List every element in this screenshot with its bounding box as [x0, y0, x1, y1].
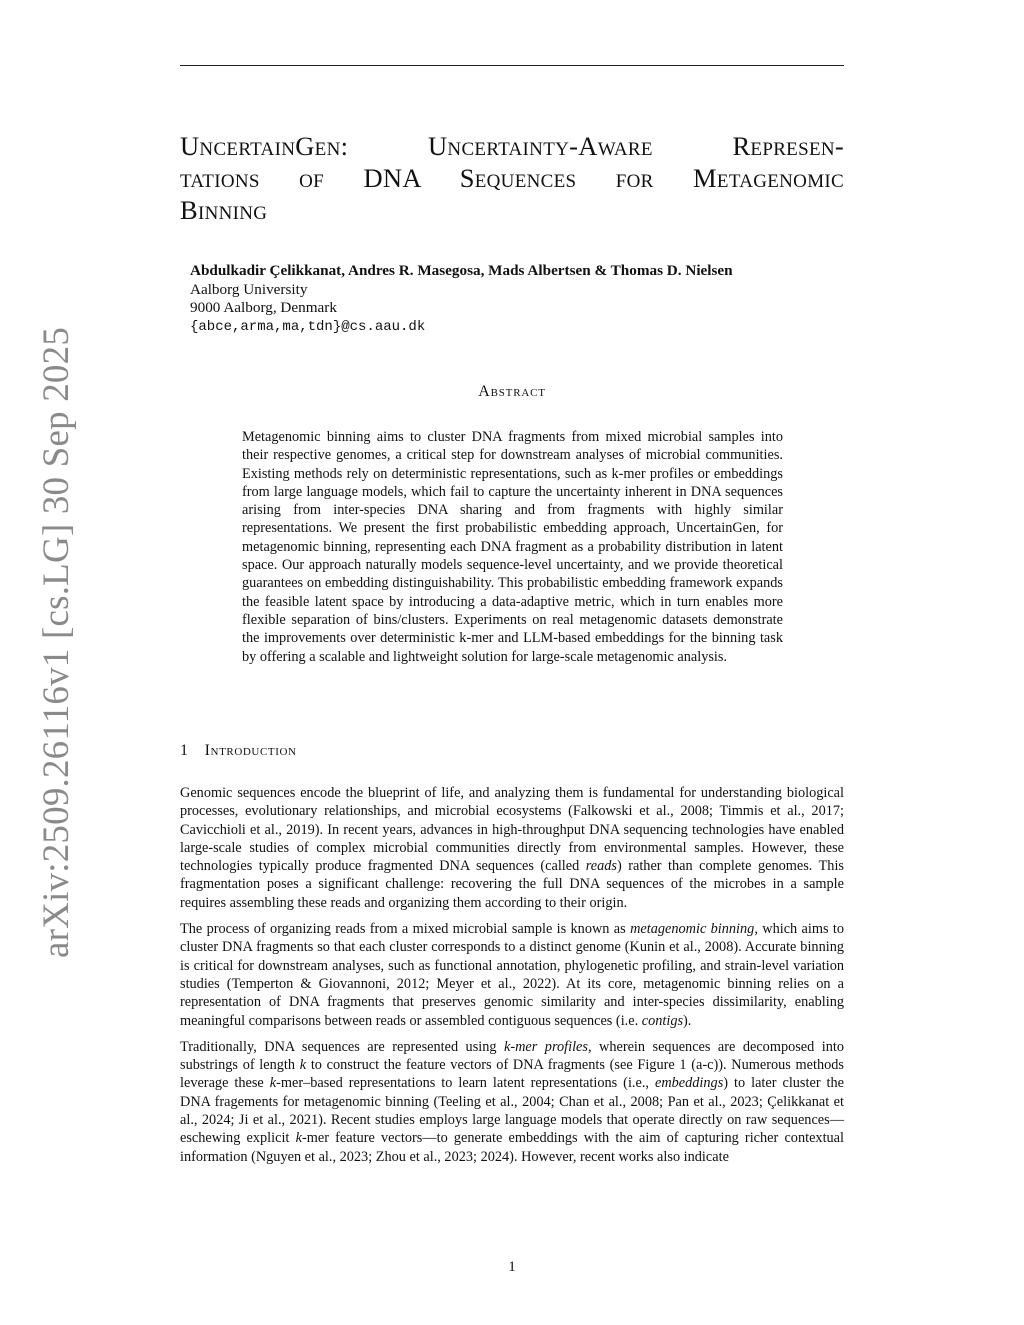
section-title: Introduction	[204, 742, 297, 759]
title-line-3: Binning	[180, 195, 268, 225]
author-block	[190, 262, 733, 336]
paragraph-2	[180, 920, 844, 1030]
arxiv-stamp[interactable]: arXiv:2509.26116v1 [cs.LG] 30 Sep 2025	[36, 326, 77, 958]
text-run: -mer–based representations to learn latent representations (i.e.,	[276, 1075, 655, 1092]
section-heading-introduction	[180, 742, 297, 760]
author-names: Abdulkadir Çelikkanat, Andres R. Masegosa, Mads Albertsen & Thomas D. Nielsen	[190, 262, 733, 279]
text-run: , wherein sequences are decomposed into substrings of length	[180, 1038, 844, 1074]
header-rule	[180, 65, 844, 66]
page-number: 1	[508, 1259, 516, 1275]
paragraph-1	[180, 784, 844, 912]
text-run: to construct the feature vectors of DNA fragments (see Figure 1 (a-c)). Numerous methods leverage these	[180, 1057, 844, 1092]
emphasis: k	[299, 1057, 307, 1074]
paper-title	[180, 130, 844, 226]
text-run: Traditionally, DNA sequences are represented using	[180, 1038, 504, 1055]
text-run: The process of organizing reads from a mixed microbial sample is known as	[180, 921, 631, 938]
text-run: ) to later cluster the DNA fragements for metagenomic binning (Teeling et al., 2004; Chan et al., 2008; Pan et al., 2023; Çelikkanat et al., 2024; Ji et al., 2021). Recent studies employs large language models that operate directly on raw sequences—eschewing explicit	[180, 1075, 845, 1147]
section-number: 1	[180, 742, 189, 759]
address: 9000 Aalborg, Denmark	[190, 299, 337, 316]
text-run: , which aims to cluster DNA fragments so that each cluster corresponds to a distinct genome (Kunin et al., 2008). Accurate binning is critical for downstream analyses, such as functional annotation, phylogenetic profiling, and strain-level variation studies (Temperton & Giovannoni, 2012; Meyer et al., 2022). At its core, metagenomic binning relies on a representation of DNA fragments that preserves genomic similarity and inter-species dissimilarity, enabling meaningful comparisons between reads or assembled contiguous sequences (i.e.	[180, 921, 844, 1029]
title-line-2: tations of DNA Sequences for Metagenomic	[180, 163, 844, 193]
emphasis: k	[269, 1075, 277, 1092]
emphasis: metagenomic binning	[630, 921, 755, 938]
text-run: Genomic sequences encode the blueprint of life, and analyzing them is fundamental for understanding biological processes, evolutionary relationships, and microbial ecosystems (Falkowski et al., 2008; Timmis et al., 2017; Cavicchioli et al., 2019). In recent years, advances in high-throughput DNA sequencing technologies have enabled large-scale studies of complex microbial communities directly from environmental samples. However, these technologies typically produce fragmented DNA sequences (called	[180, 785, 844, 875]
abstract-heading: Abstract	[478, 383, 546, 400]
emphasis: contigs	[641, 1012, 684, 1029]
emphasis: embeddings	[654, 1075, 724, 1092]
text-run: ) rather than complete genomes. This fragmentation poses a significant challenge: recovering the full DNA sequences of the microbes in a sample requires assembling these reads and organizing them according to their origin.	[180, 858, 844, 911]
text-run: ).	[683, 1012, 692, 1029]
emphasis: reads	[585, 858, 617, 875]
email[interactable]: {abce,arma,ma,tdn}@cs.aau.dk	[190, 318, 426, 335]
abstract-text: Metagenomic binning aims to cluster DNA fragments from mixed microbial samples into their respective genomes, a critical step for downstream analyses of microbial communities. Existing methods rely on deterministic representations, such as k-mer profiles or embeddings from large language models, which fail to capture the uncertainty inherent in DNA sequences arising from inter-species DNA sharing and from fragments with highly similar representations. We present the first probabilistic embedding approach, UncertainGen, for metagenomic binning, representing each DNA fragment as a probability distribution in latent space. Our approach naturally models sequence-level uncertainty, and we provide theoretical guarantees on embedding distinguishability. This probabilistic embedding framework expands the feasible latent space by introducing a data-adaptive metric, which in turn enables more flexible separation of bins/clusters. Experiments on real metagenomic datasets demonstrate the improvements over deterministic k-mer and LLM-based embeddings for the binning task by offering a scalable and lightweight solution for large-scale metagenomic analysis.	[242, 429, 783, 665]
paragraph-3	[180, 1038, 844, 1166]
affiliation: Aalborg University	[190, 280, 308, 298]
emphasis: k	[295, 1130, 302, 1147]
emphasis: k-mer profiles	[504, 1038, 588, 1055]
introduction-body	[180, 784, 844, 1174]
title-line-1: UncertainGen: Uncertainty-Aware Represen-	[180, 131, 844, 161]
text-run: -mer feature vectors—to generate embeddings with the aim of capturing richer contextual information (Nguyen et al., 2023; Zhou et al., 2023; 2024). However, recent works also indicate	[180, 1130, 845, 1165]
